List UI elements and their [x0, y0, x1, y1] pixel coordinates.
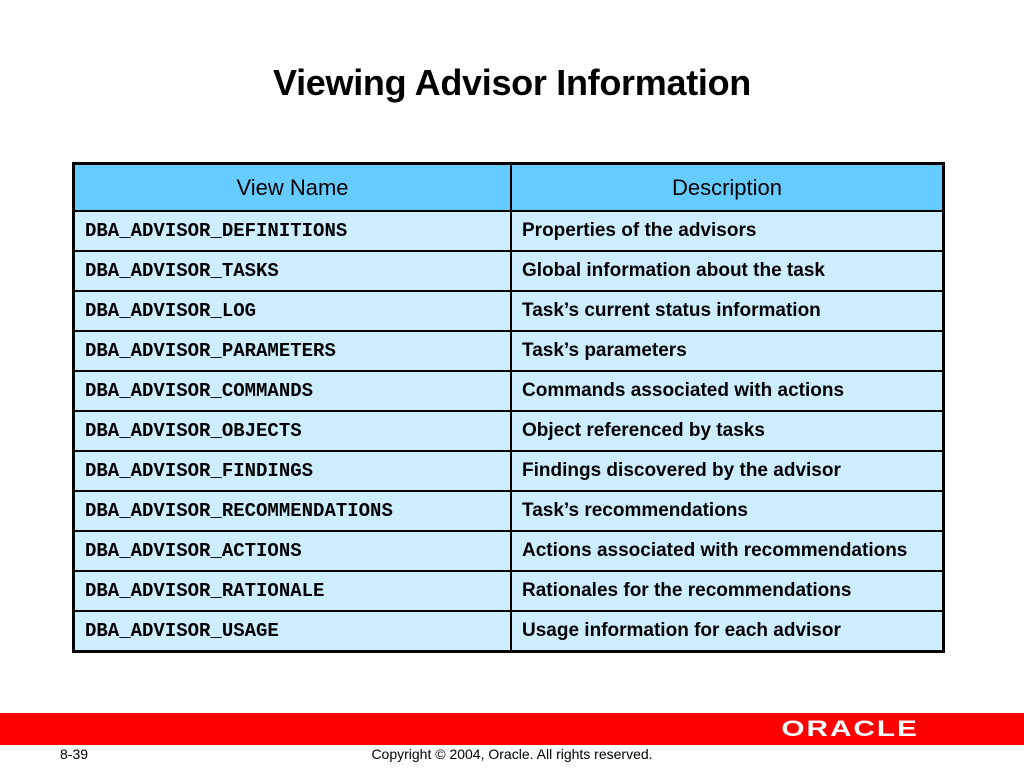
table-row	[74, 451, 944, 491]
description-cell: Task’s parameters	[511, 331, 944, 371]
table-row	[74, 571, 944, 611]
description-cell: Object referenced by tasks	[511, 411, 944, 451]
table-row	[74, 331, 944, 371]
table-header-row	[74, 164, 944, 212]
view-name-cell: DBA_ADVISOR_TASKS	[74, 251, 512, 291]
description-cell: Findings discovered by the advisor	[511, 451, 944, 491]
table-row	[74, 411, 944, 451]
description-cell: Actions associated with recommendations	[511, 531, 944, 571]
view-name-cell: DBA_ADVISOR_RATIONALE	[74, 571, 512, 611]
view-name-cell: DBA_ADVISOR_USAGE	[74, 611, 512, 652]
table-row	[74, 251, 944, 291]
table-row	[74, 291, 944, 331]
page-number: 8-39	[60, 746, 89, 762]
table-row	[74, 531, 944, 571]
view-name-cell: DBA_ADVISOR_ACTIONS	[74, 531, 512, 571]
slide-title: Viewing Advisor Information	[273, 62, 751, 103]
description-cell: Rationales for the recommendations	[511, 571, 944, 611]
view-name-cell: DBA_ADVISOR_LOG	[74, 291, 512, 331]
header-view-name: View Name	[74, 164, 512, 212]
description-cell: Global information about the task	[511, 251, 944, 291]
description-cell: Task’s recommendations	[511, 491, 944, 531]
view-name-cell: DBA_ADVISOR_DEFINITIONS	[74, 211, 512, 251]
copyright-notice: Copyright © 2004, Oracle. All rights reserved.	[371, 746, 653, 762]
table-row	[74, 371, 944, 411]
view-name-cell: DBA_ADVISOR_COMMANDS	[74, 371, 512, 411]
table-row	[74, 211, 944, 251]
table-row	[74, 491, 944, 531]
header-description: Description	[511, 164, 944, 212]
oracle-logo: ORACLE	[781, 716, 919, 741]
advisor-views-table	[72, 162, 945, 653]
description-cell: Usage information for each advisor	[511, 611, 944, 652]
view-name-cell: DBA_ADVISOR_OBJECTS	[74, 411, 512, 451]
description-cell: Task’s current status information	[511, 291, 944, 331]
description-cell: Properties of the advisors	[511, 211, 944, 251]
description-cell: Commands associated with actions	[511, 371, 944, 411]
view-name-cell: DBA_ADVISOR_RECOMMENDATIONS	[74, 491, 512, 531]
view-name-cell: DBA_ADVISOR_FINDINGS	[74, 451, 512, 491]
view-name-cell: DBA_ADVISOR_PARAMETERS	[74, 331, 512, 371]
table-row	[74, 611, 944, 652]
